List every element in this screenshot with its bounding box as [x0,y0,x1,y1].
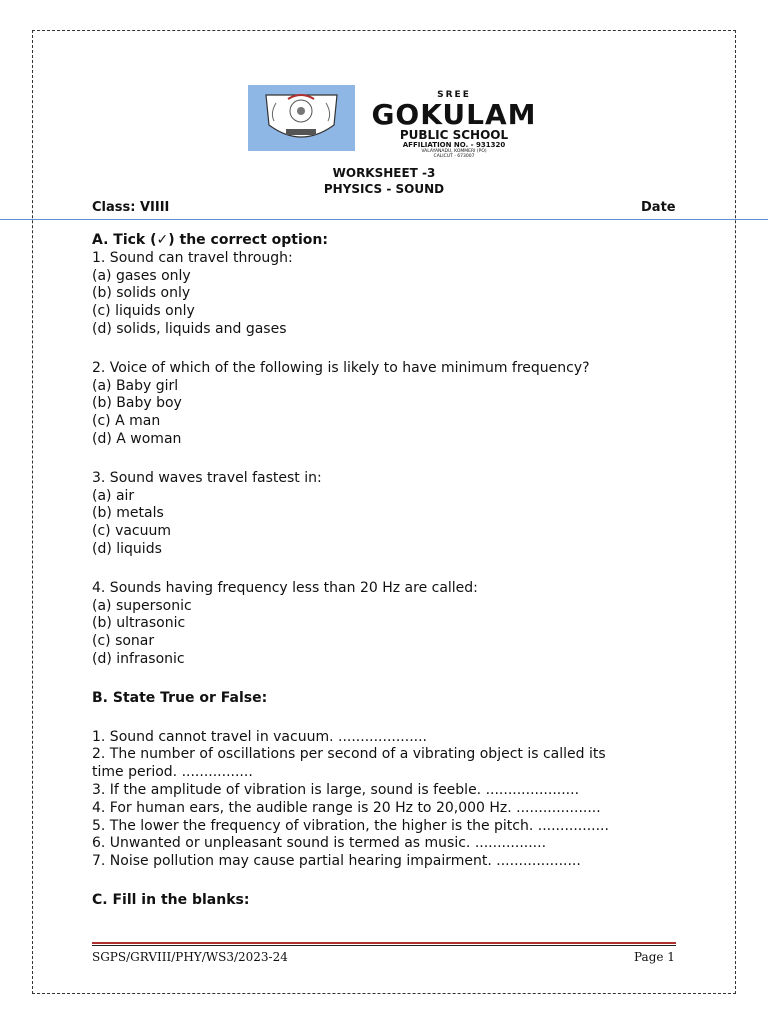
option: (a) Baby girl [92,377,179,394]
logo-text-public-school: PUBLIC SCHOOL [399,128,509,142]
option: (d) liquids [92,540,162,557]
section-a-heading: A. Tick (✓) the correct option: [92,232,328,248]
logo-text-affiliation: AFFILIATION NO. - 931320 [402,141,506,149]
option: (b) solids only [92,285,191,302]
option: (b) metals [92,505,164,522]
question-text: 3. Sound waves travel fastest in: [92,469,322,486]
option: (c) A man [92,413,161,430]
worksheet-title: WORKSHEET -3 [332,166,436,180]
true-false-item: 5. The lower the frequency of vibration, the higher is the pitch. ................ [92,817,609,834]
question-text: 2. Voice of which of the following is likely to have minimum frequency? [92,359,590,376]
option: (b) ultrasonic [92,615,186,632]
footer-rule-dark [92,945,676,946]
true-false-item: 2. The number of oscillations per second of a vibrating object is called its [92,746,606,763]
option: (d) infrasonic [92,650,185,667]
true-false-item: 4. For human ears, the audible range is 20 Hz to 20,000 Hz. ................... [92,799,601,816]
footer-rule-red [92,942,676,944]
true-false-item: 7. Noise pollution may cause partial hearing impairment. ................... [92,853,581,870]
true-false-item: time period. ................ [92,764,253,781]
true-false-item: 1. Sound cannot travel in vacuum. .................... [92,728,427,745]
true-false-item: 3. If the amplitude of vibration is large, sound is feeble. ..................... [92,781,580,798]
worksheet-body [92,232,652,910]
school-name-logo [362,90,546,159]
option: (d) A woman [92,430,182,447]
option: (c) sonar [92,633,155,650]
page-rule [0,219,768,220]
option: (a) gases only [92,267,191,284]
document-code: SGPS/GRVIII/PHY/WS3/2023-24 [92,950,288,964]
date-label: Date [641,200,676,215]
section-b-heading: B. State True or False: [92,689,268,706]
option: (d) solids, liquids and gases [92,320,287,337]
logo-text-city: CALICUT - 673007 [433,154,475,159]
option: (c) vacuum [92,523,172,540]
true-false-item: 6. Unwanted or unpleasant sound is termed as music. ................ [92,835,547,852]
school-emblem [248,85,355,151]
option: (a) supersonic [92,597,192,614]
question-text: 1. Sound can travel through: [92,249,293,266]
class-label: Class: VIIII [92,200,170,215]
question-text: 4. Sounds having frequency less than 20 Hz are called: [92,579,478,596]
section-c-heading: C. Fill in the blanks: [92,891,250,908]
logo-text-address: VALAYANADU, KOMMERI (PO) [421,149,487,154]
option: (a) air [92,487,135,504]
logo-text-sree: SREE [437,90,471,100]
page-number: Page 1 [634,950,675,964]
worksheet-subtitle: PHYSICS - SOUND [323,182,445,196]
option: (c) liquids only [92,303,195,320]
option: (b) Baby boy [92,395,182,412]
logo-text-gokulam: GOKULAM [371,98,537,131]
